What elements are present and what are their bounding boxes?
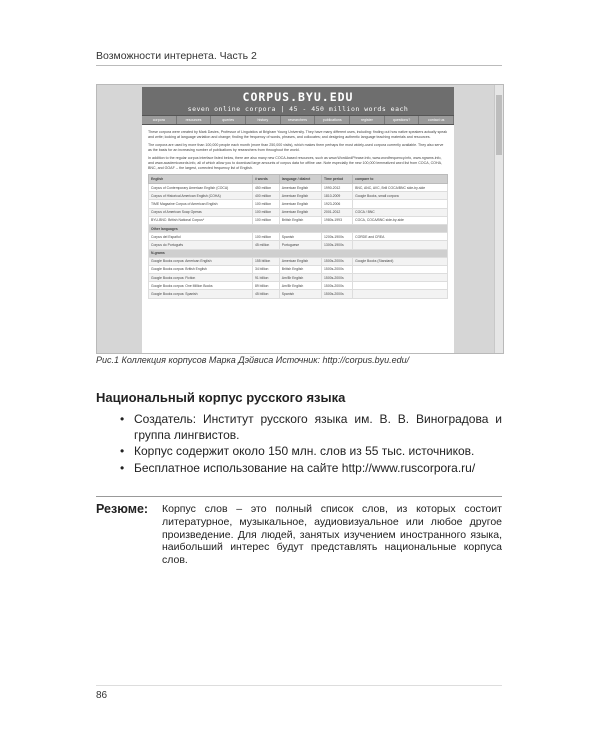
page-number: 86 [96,690,108,701]
table-row [149,274,448,282]
corpus-link[interactable]: Google Books corpus: One Million Books [149,282,253,290]
table-cell: 100 million [252,200,279,208]
table-row [149,265,448,273]
table-cell: 1980s-1993 [322,216,353,224]
table-cell: Am/Br English [279,274,321,282]
table-header-cell: compare to [353,175,448,184]
nav-item[interactable]: questions? [385,116,420,124]
table-row [149,233,448,241]
table-cell: CORDE and CREA [353,233,448,241]
table-header-row [149,175,448,184]
intro-paragraph: In addition to the regular corpus interface listed below, there are also many new COCA-based resources, such as www.WordAndPhrase.info, www.wordfrequency.info, www.ngrams.info, and www.academicwords.info, all of which allow you to download large amounts of corpus data for offline use. Note especially the new 100,000 lemmatized word list from COCA, COHA, BNC, and GOAF -- the largest, corrected frequency list of English. [148,156,442,170]
table-cell: British English [279,265,321,273]
corpus-link[interactable]: Google Books corpus: British English [149,265,253,273]
table-cell: 1300s-1900s [322,241,353,249]
table-cell: American English [279,192,321,200]
table-row [149,200,448,208]
table-cell: Google Books (Standard) [353,257,448,265]
site-subtitle: seven online corpora | 45 - 450 million words each [187,105,409,113]
corpus-link[interactable]: Corpus of American Soap Operas [149,208,253,216]
nav-item[interactable]: resources [177,116,212,124]
corpus-link[interactable]: Google Books corpus: Spanish [149,290,253,298]
nav-item[interactable]: corpora [142,116,177,124]
corpus-link[interactable]: Corpus del Español [149,233,253,241]
summary-text: Корпус слов – это полный список слов, из которых состоит литературное, музыкальное, аудиовизуальное или любое другое произведение. Для людей, занятых изучением иностранного языка, наибольший интерес будут представлять национальные корпуса слов. [162,503,502,567]
table-header-cell: English [149,175,253,184]
table-cell: 2001-2012 [322,208,353,216]
bullet-item: • Бесплатное использование на сайте http://www.ruscorpora.ru/ [120,461,502,477]
corpus-link[interactable]: Google Books corpus: American English [149,257,253,265]
table-cell: 100 million [252,208,279,216]
summary-divider [96,496,502,497]
running-head: Возможности интернета. Часть 2 [96,50,257,62]
table-cell: 1500s-2000s [322,257,353,265]
table-cell: 1200s-1900s [322,233,353,241]
table-cell: 1810-2009 [322,192,353,200]
corpus-link[interactable]: Corpus of Historical American English (COHA) [149,192,253,200]
table-cell: COCA, COCA/BNC side-by-side [353,216,448,224]
table-cell: Spanish [279,290,321,298]
table-body [149,184,448,299]
nav-item[interactable]: queries [211,116,246,124]
table-row [149,257,448,265]
site-body [142,125,454,304]
bullet-list [120,412,502,477]
corpus-link[interactable]: Corpus of Contemporary American English (COCA) [149,184,253,192]
table-header-cell: # words [252,175,279,184]
table-cell [353,290,448,298]
table-cell: COCA / BNC [353,208,448,216]
table-cell: 100 million [252,233,279,241]
table-cell: American English [279,200,321,208]
corpus-link[interactable]: BYU-BNC: British National Corpus* [149,216,253,224]
intro-paragraph: The corpora are used by more than 100,000 people each month (more than 250,000 visits), which makes them perhaps the most widely-used corpora currently available. They also serve as the basis for an increasing number of publications by researchers from throughout the world. [148,143,444,152]
table-cell: 91 billion [252,274,279,282]
table-cell: 450 million [252,184,279,192]
site-banner [142,87,454,115]
table-row [149,208,448,216]
header-divider [96,65,502,66]
corpus-link[interactable]: TIME Magazine Corpus of American English [149,200,253,208]
corpus-website [142,87,454,353]
table-cell: 400 million [252,192,279,200]
table-cell: 1990-2012 [322,184,353,192]
table-row [149,184,448,192]
table-cell: 155 billion [252,257,279,265]
table-cell [353,282,448,290]
website-screenshot-figure [96,84,504,354]
table-cell: 89 billion [252,282,279,290]
table-row [149,216,448,224]
table-cell: Spanish [279,233,321,241]
table-cell [353,200,448,208]
table-cell: Am/Br English [279,282,321,290]
nav-item[interactable]: researchers [281,116,316,124]
table-cell: 1500s-2000s [322,274,353,282]
table-cell: 1923-2006 [322,200,353,208]
corpus-link[interactable]: Google Books corpus: Fiction [149,274,253,282]
group-label: N-grams [149,249,448,257]
nav-item[interactable]: contact us [419,116,454,124]
table-cell [353,241,448,249]
table-cell: BNC, ANC, AVC, Brill COCA/BNC side-by-side [353,184,448,192]
table-cell: 34 billion [252,265,279,273]
footer-divider [96,685,502,686]
table-cell: Google Books, small corpora [353,192,448,200]
table-row [149,282,448,290]
nav-item[interactable]: history [246,116,281,124]
table-cell: 1500s-2000s [322,282,353,290]
table-cell: 100 million [252,216,279,224]
intro-paragraph: These corpora were created by Mark Davies, Professor of Linguistics at Brigham Young University. They have many different uses, including: finding out how native speakers actually speak and write; looking at language variation and change; finding the frequency of words, phrases, and collocates; and designing authentic language teaching materials and resources. [148,130,448,139]
scroll-thumb[interactable] [496,95,502,155]
table-cell: 45 billion [252,290,279,298]
corpus-link[interactable]: Corpus do Português [149,241,253,249]
table-row [149,192,448,200]
table-cell: American English [279,184,321,192]
figure-caption: Рис.1 Коллекция корпусов Марка Дэйвиса Источник: http://corpus.byu.edu/ [96,355,410,365]
table-header-cell: language / dialect [279,175,321,184]
bullet-item: • Создатель: Институт русского языка им. В. В. Виноградова и группа лингвистов. [120,412,502,443]
table-cell: British English [279,216,321,224]
table-cell [353,265,448,273]
table-cell: Portuguese [279,241,321,249]
table-row [149,241,448,249]
site-title: CORPUS.BYU.EDU [242,90,354,104]
nav-item[interactable]: register [350,116,385,124]
summary-label: Резюме: [96,502,149,516]
table-group-row [149,224,448,232]
scrollbar[interactable] [494,85,503,353]
table-cell: American English [279,257,321,265]
table-header-cell: Time period [322,175,353,184]
table-cell [353,274,448,282]
bullet-item: • Корпус содержит около 150 млн. слов из 55 тыс. источников. [120,444,502,460]
corpora-table [148,174,448,299]
table-row [149,290,448,298]
table-cell: 1500s-2000s [322,290,353,298]
group-label: Other languages [149,224,448,232]
nav-item[interactable]: publications [315,116,350,124]
table-cell: 1500s-2000s [322,265,353,273]
table-cell: American English [279,208,321,216]
table-group-row [149,249,448,257]
site-nav [142,115,454,125]
section-title: Национальный корпус русского языка [96,390,346,405]
table-cell: 45 million [252,241,279,249]
